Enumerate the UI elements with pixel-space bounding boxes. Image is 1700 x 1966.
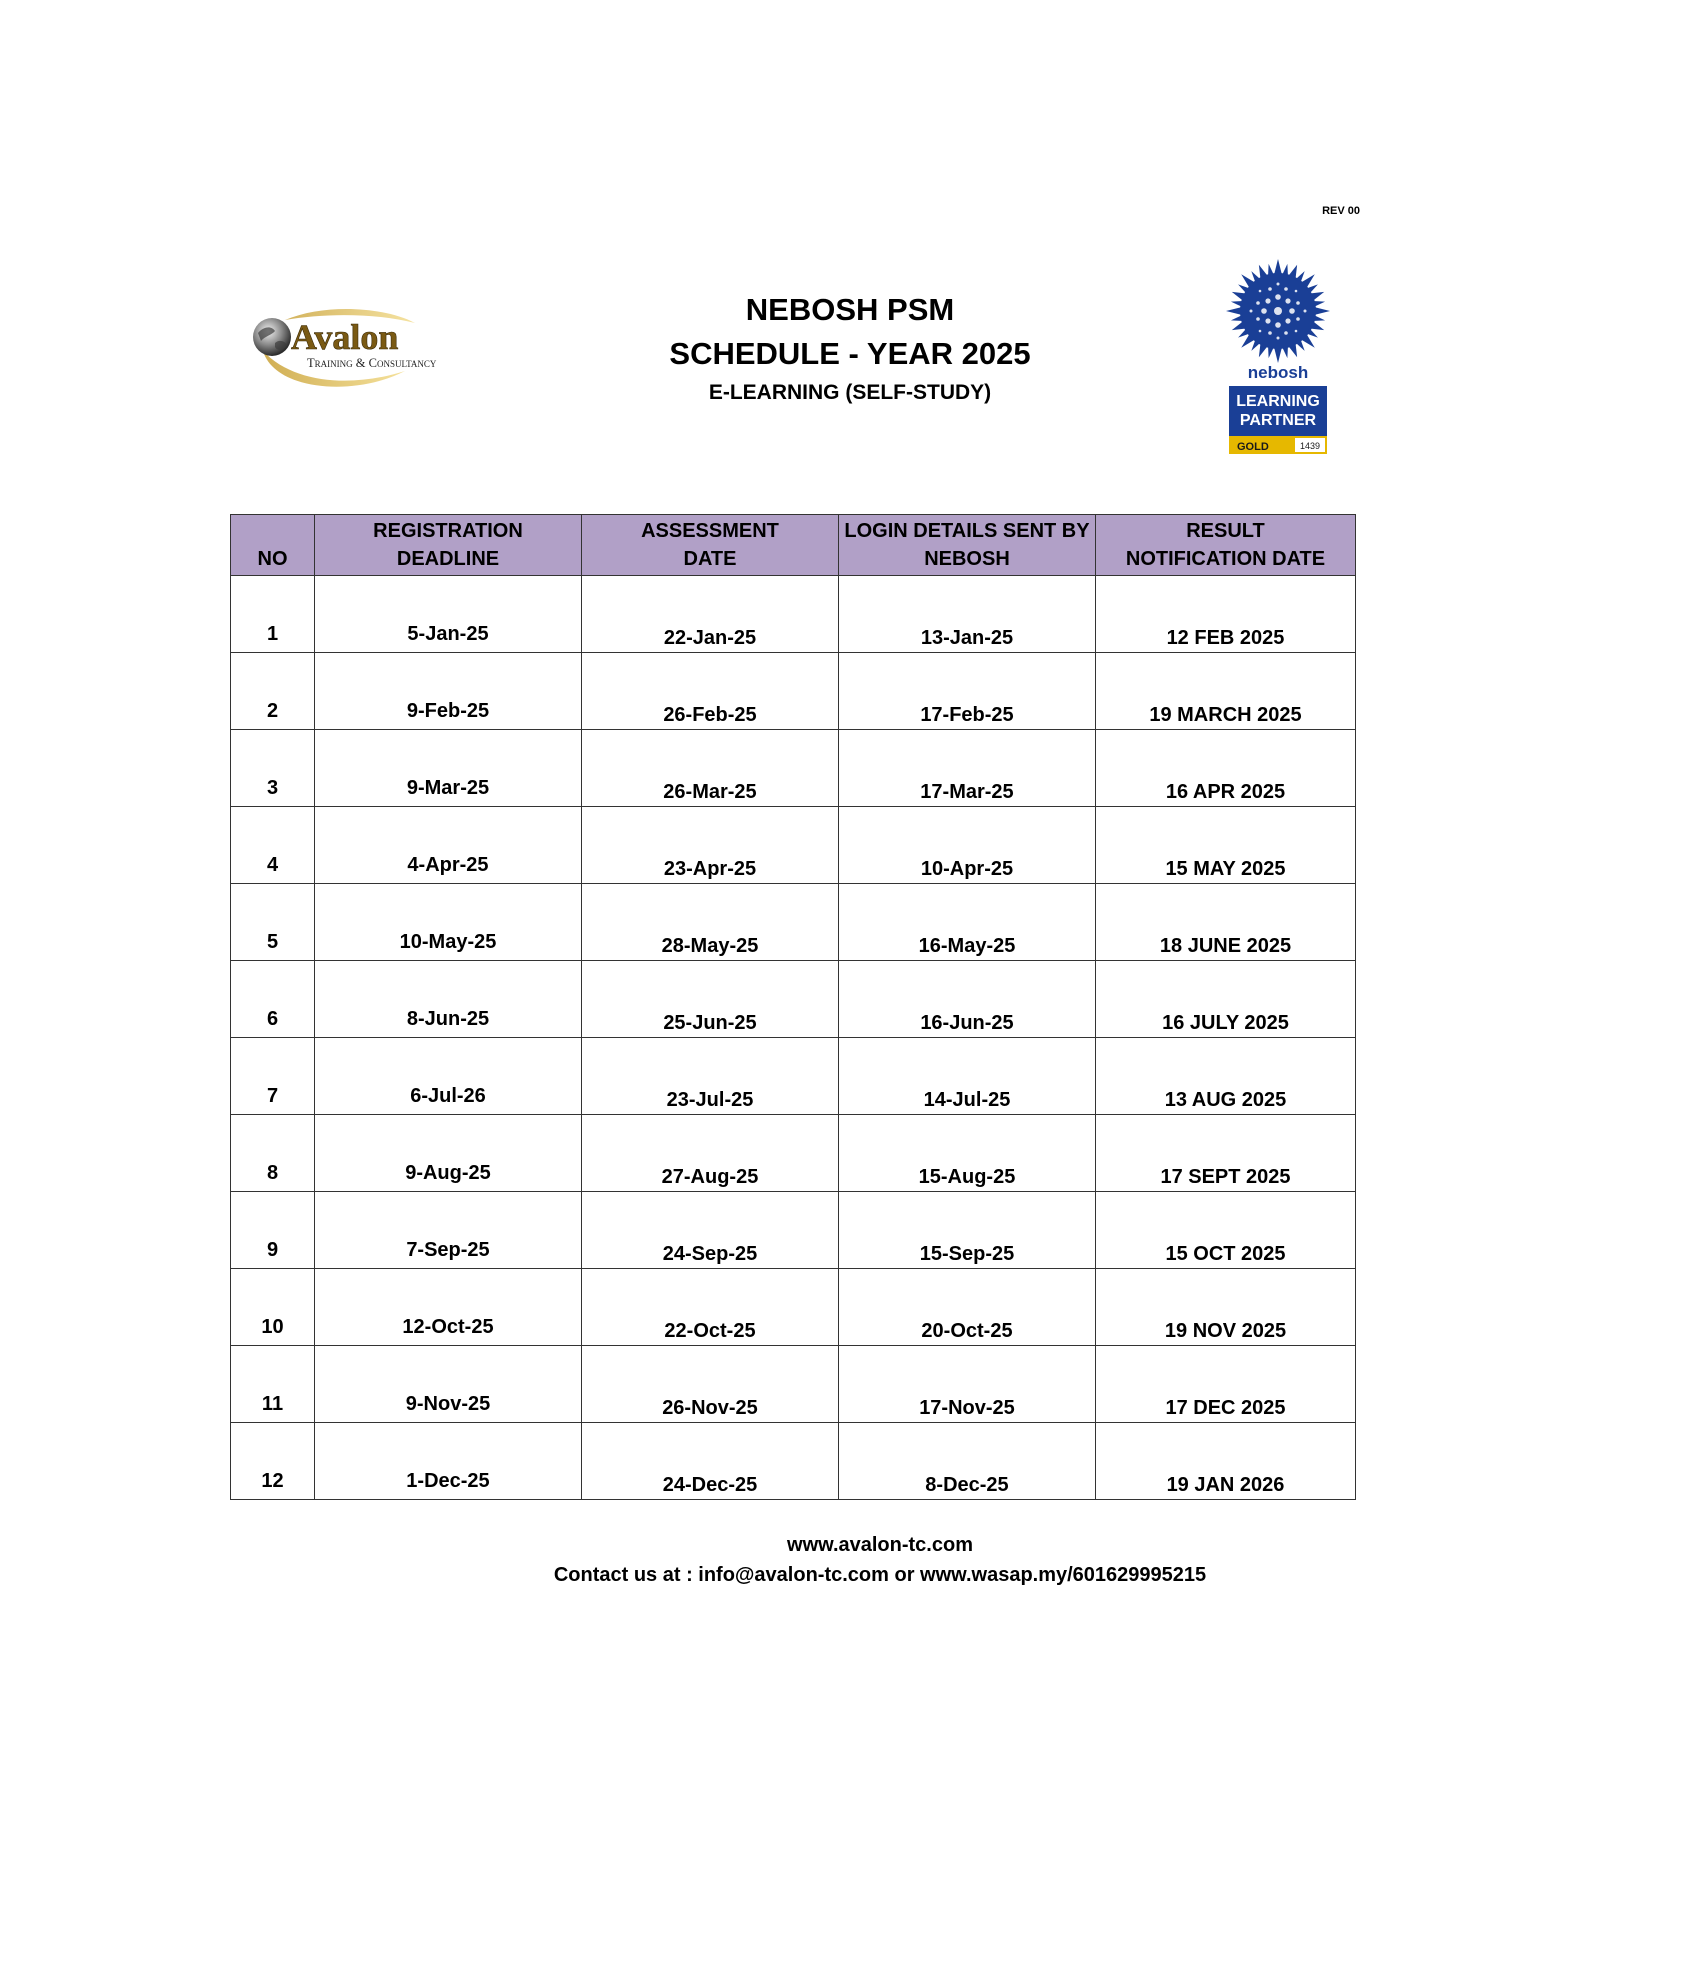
nebosh-badge-line1: LEARNING [1236, 393, 1320, 410]
table-row [231, 730, 1356, 807]
cell-registration-deadline: 9-Nov-25 [315, 1346, 582, 1423]
cell-result-notification: 12 FEB 2025 [1096, 576, 1356, 653]
header-login-details: LOGIN DETAILS SENT BY NEBOSH [839, 515, 1096, 576]
table-row [231, 1115, 1356, 1192]
schedule-table [230, 514, 1356, 1500]
cell-assessment-date: 26-Nov-25 [582, 1346, 839, 1423]
cell-no: 12 [231, 1423, 315, 1500]
nebosh-badge-tier: GOLD [1237, 441, 1269, 453]
cell-assessment-date: 22-Jan-25 [582, 576, 839, 653]
cell-result-notification: 15 MAY 2025 [1096, 807, 1356, 884]
cell-login-details: 17-Mar-25 [839, 730, 1096, 807]
cell-login-details: 15-Sep-25 [839, 1192, 1096, 1269]
cell-no: 3 [231, 730, 315, 807]
title-block [600, 288, 1100, 408]
cell-registration-deadline: 8-Jun-25 [315, 961, 582, 1038]
cell-assessment-date: 22-Oct-25 [582, 1269, 839, 1346]
cell-registration-deadline: 5-Jan-25 [315, 576, 582, 653]
header-assessment-date: ASSESSMENT DATE [582, 515, 839, 576]
cell-no: 4 [231, 807, 315, 884]
cell-result-notification: 16 JULY 2025 [1096, 961, 1356, 1038]
cell-no: 2 [231, 653, 315, 730]
cell-registration-deadline: 9-Mar-25 [315, 730, 582, 807]
cell-login-details: 15-Aug-25 [839, 1115, 1096, 1192]
cell-result-notification: 16 APR 2025 [1096, 730, 1356, 807]
nebosh-badge-number: 1439 [1299, 441, 1321, 451]
cell-result-notification: 19 NOV 2025 [1096, 1269, 1356, 1346]
cell-no: 6 [231, 961, 315, 1038]
page-subtitle: SCHEDULE - YEAR 2025 [669, 336, 1031, 371]
cell-assessment-date: 27-Aug-25 [582, 1115, 839, 1192]
cell-result-notification: 13 AUG 2025 [1096, 1038, 1356, 1115]
cell-result-notification: 18 JUNE 2025 [1096, 884, 1356, 961]
cell-result-notification: 19 MARCH 2025 [1096, 653, 1356, 730]
page-title: NEBOSH PSM [745, 292, 955, 327]
cell-assessment-date: 23-Apr-25 [582, 807, 839, 884]
cell-no: 5 [231, 884, 315, 961]
cell-no: 10 [231, 1269, 315, 1346]
table-row [231, 961, 1356, 1038]
table-header-row [231, 515, 1356, 576]
cell-login-details: 8-Dec-25 [839, 1423, 1096, 1500]
revision-label: REV 00 [1322, 205, 1360, 217]
table-row [231, 1269, 1356, 1346]
cell-no: 11 [231, 1346, 315, 1423]
table-row [231, 1192, 1356, 1269]
cell-registration-deadline: 4-Apr-25 [315, 807, 582, 884]
cell-result-notification: 17 SEPT 2025 [1096, 1115, 1356, 1192]
cell-registration-deadline: 7-Sep-25 [315, 1192, 582, 1269]
header-result-notification: RESULT NOTIFICATION DATE [1096, 515, 1356, 576]
table-row [231, 884, 1356, 961]
cell-login-details: 17-Feb-25 [839, 653, 1096, 730]
table-row [231, 1346, 1356, 1423]
footer-contact: Contact us at : info@avalon-tc.com or www.wasap.my/601629995215 [553, 1564, 1207, 1586]
footer [500, 1530, 1260, 1590]
cell-registration-deadline: 10-May-25 [315, 884, 582, 961]
table-row [231, 807, 1356, 884]
cell-registration-deadline: 12-Oct-25 [315, 1269, 582, 1346]
cell-assessment-date: 24-Dec-25 [582, 1423, 839, 1500]
avalon-logo-tagline: Training & Consultancy [307, 356, 437, 370]
footer-website: www.avalon-tc.com [787, 1534, 973, 1556]
header-no: NO [231, 515, 315, 576]
cell-result-notification: 17 DEC 2025 [1096, 1346, 1356, 1423]
cell-registration-deadline: 9-Aug-25 [315, 1115, 582, 1192]
cell-assessment-date: 25-Jun-25 [582, 961, 839, 1038]
cell-no: 1 [231, 576, 315, 653]
cell-assessment-date: 26-Feb-25 [582, 653, 839, 730]
cell-login-details: 16-May-25 [839, 884, 1096, 961]
nebosh-badge-line2: PARTNER [1239, 412, 1317, 429]
table-row [231, 1423, 1356, 1500]
cell-assessment-date: 28-May-25 [582, 884, 839, 961]
nebosh-logo-name: nebosh [1247, 363, 1309, 382]
nebosh-logo [1225, 258, 1331, 458]
avalon-logo-name: Avalon [291, 317, 399, 357]
cell-login-details: 13-Jan-25 [839, 576, 1096, 653]
table-row [231, 1038, 1356, 1115]
cell-login-details: 14-Jul-25 [839, 1038, 1096, 1115]
cell-registration-deadline: 6-Jul-26 [315, 1038, 582, 1115]
avalon-logo [245, 305, 510, 390]
cell-login-details: 16-Jun-25 [839, 961, 1096, 1038]
table-row [231, 576, 1356, 653]
header-registration-deadline: REGISTRATION DEADLINE [315, 515, 582, 576]
cell-login-details: 20-Oct-25 [839, 1269, 1096, 1346]
cell-assessment-date: 23-Jul-25 [582, 1038, 839, 1115]
cell-assessment-date: 26-Mar-25 [582, 730, 839, 807]
cell-assessment-date: 24-Sep-25 [582, 1192, 839, 1269]
page-subheading: E-LEARNING (SELF-STUDY) [708, 381, 992, 404]
cell-registration-deadline: 1-Dec-25 [315, 1423, 582, 1500]
cell-result-notification: 15 OCT 2025 [1096, 1192, 1356, 1269]
cell-registration-deadline: 9-Feb-25 [315, 653, 582, 730]
cell-no: 8 [231, 1115, 315, 1192]
cell-result-notification: 19 JAN 2026 [1096, 1423, 1356, 1500]
table-row [231, 653, 1356, 730]
cell-no: 7 [231, 1038, 315, 1115]
cell-login-details: 10-Apr-25 [839, 807, 1096, 884]
cell-login-details: 17-Nov-25 [839, 1346, 1096, 1423]
cell-no: 9 [231, 1192, 315, 1269]
